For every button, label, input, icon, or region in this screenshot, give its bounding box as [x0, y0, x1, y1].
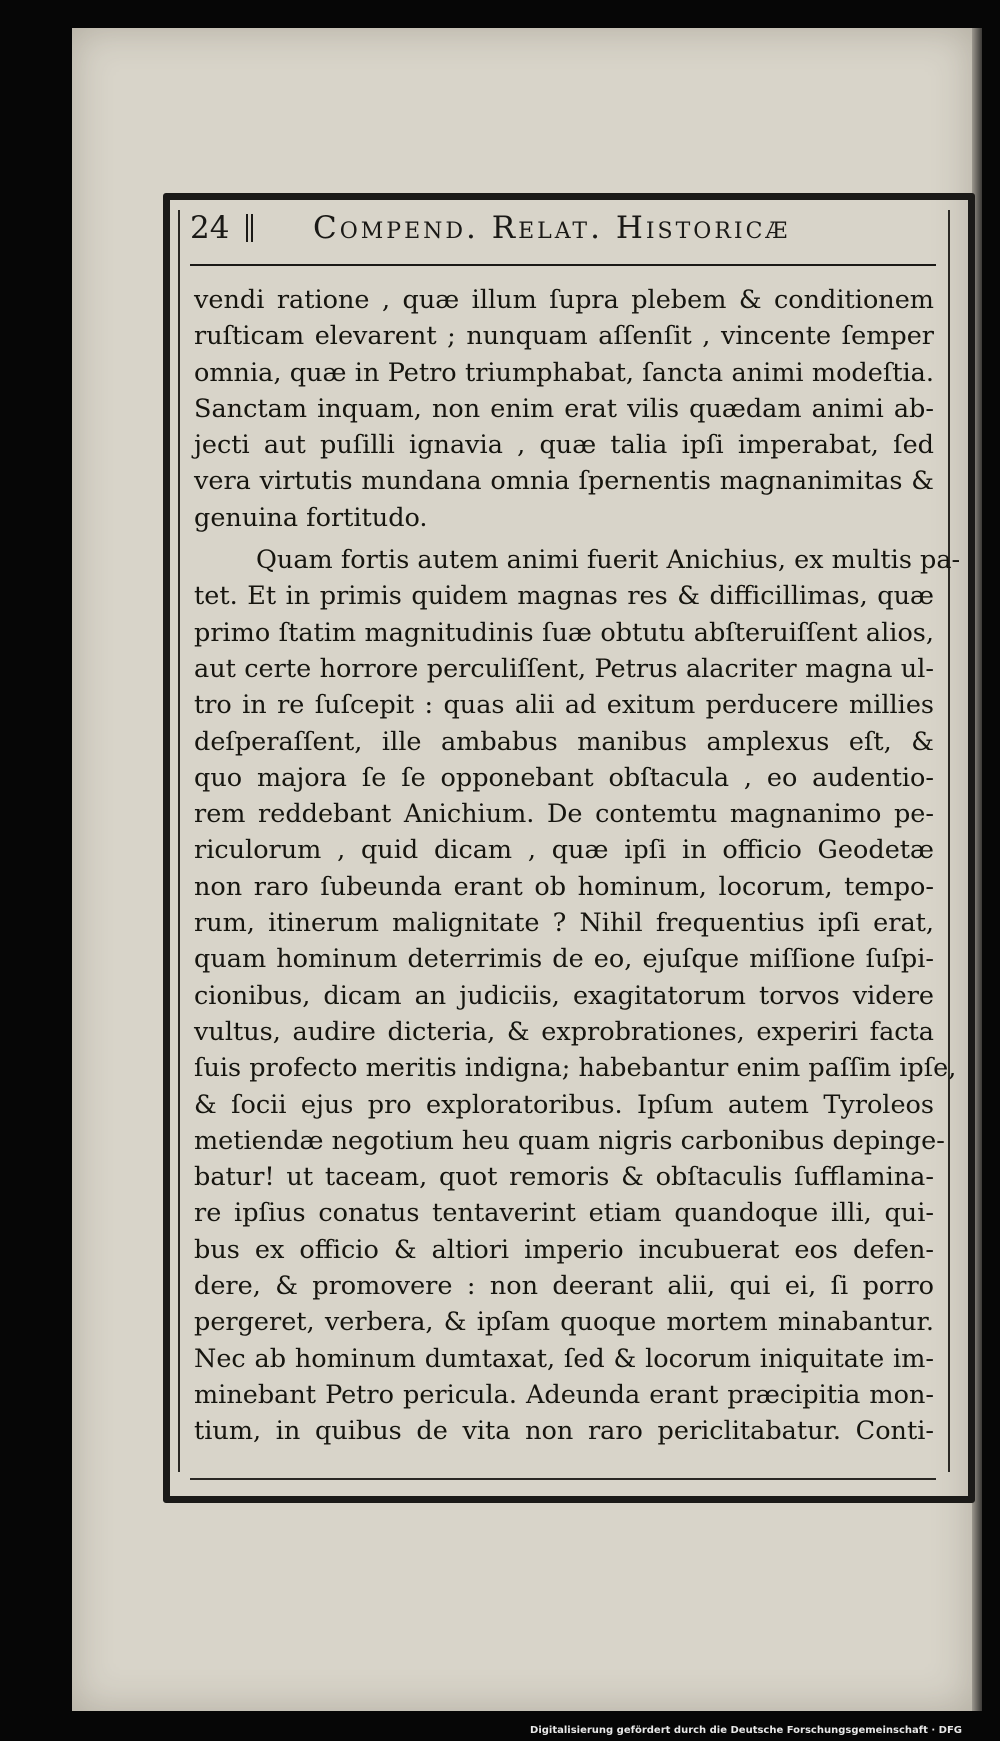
running-title: Compend. Relat. Historicæ — [313, 210, 791, 246]
text-line: vendi ratione , quæ illum ſupra plebem & conditionem — [194, 285, 934, 315]
text-line: tium, in quibus de vita non raro periclitabatur. Conti- — [194, 1416, 934, 1447]
text-line: jecti aut puſilli ignavia , quæ talia ipſi imperabat, ſed — [194, 430, 934, 461]
text-line: & ſocii ejus pro exploratoribus. Ipſum autem Tyroleos — [194, 1089, 934, 1120]
text-line: aut certe horrore perculiſſent, Petrus alacriter magna ul- — [194, 653, 934, 684]
text-line: genuina fortitudo. — [194, 502, 428, 533]
text-line: deſperaſſent, ille ambabus manibus amplexus eſt, & — [194, 726, 934, 757]
text-line: ſuis profecto meritis indigna; habebantur enim paſſim ipſe, — [194, 1053, 957, 1084]
page-number: 24 — [190, 210, 230, 246]
digitization-credit: Digitalisierung gefördert durch die Deutsche Forschungsgemeinschaft · DFG — [530, 1725, 962, 1736]
text-line: re ipſius conatus tentaverint etiam quandoque illi, qui- — [194, 1198, 934, 1229]
footer-rule — [190, 1478, 936, 1480]
text-line: batur! ut taceam, quot remoris & obſtaculis ſufflamina- — [194, 1162, 934, 1193]
running-header — [190, 210, 936, 260]
text-line: cionibus, dicam an judiciis, exagitatorum torvos videre — [194, 980, 934, 1011]
text-line: tet. Et in primis quidem magnas res & difficillimas, quæ — [194, 581, 934, 612]
text-line: rem reddebant Anichium. De contemtu magnanimo pe- — [194, 799, 934, 830]
text-line: minebant Petro pericula. Adeunda erant præcipitia mon- — [194, 1379, 934, 1410]
header-rule — [190, 264, 936, 266]
header-separator — [246, 214, 253, 242]
text-line: quam hominum deterrimis de eo, ejuſque miſſione ſuſpi- — [194, 944, 934, 975]
text-line: tro in re ſuſcepit : quas alii ad exitum perducere millies — [194, 690, 934, 721]
text-line: Nec ab hominum dumtaxat, ſed & locorum iniquitate im- — [194, 1343, 934, 1374]
text-line: omnia, quæ in Petro triumphabat, ſancta animi modeſtia. — [194, 357, 934, 388]
text-line: pergeret, verbera, & ipſam quoque mortem minabantur. — [194, 1307, 934, 1338]
text-line: quo majora ſe ſe opponebant obſtacula , eo audentio- — [194, 762, 934, 793]
text-line: dere, & promovere : non deerant alii, qui ei, ſi porro — [194, 1271, 934, 1302]
paragraph — [194, 282, 934, 536]
body-text — [194, 282, 961, 1450]
text-line: rum, itinerum malignitate ? Nihil frequentius ipſi erat, — [194, 908, 934, 939]
text-line: Sanctam inquam, non enim erat vilis quædam animi ab- — [194, 393, 934, 424]
text-line: metiendæ negotium heu quam nigris carbonibus depinge- — [194, 1125, 945, 1156]
text-line: Quam fortis autem animi fuerit Anichius, ex multis pa- — [256, 545, 961, 576]
text-line: riculorum , quid dicam , quæ ipſi in officio Geodetæ — [194, 835, 934, 866]
paragraph — [194, 542, 961, 1449]
text-line: non raro ſubeunda erant ob hominum, locorum, tempo- — [194, 871, 934, 902]
text-line: vultus, audire dicteria, & exprobrationes, experiri facta — [194, 1016, 934, 1047]
text-line: bus ex officio & altiori imperio incubuerat eos defen- — [194, 1234, 934, 1265]
text-line: primo ſtatim magnitudinis ſuæ obtutu abſteruiſſent alios, — [194, 617, 934, 648]
text-line: vera virtutis mundana omnia ſpernentis magnanimitas & — [194, 466, 934, 497]
text-line: ruſticam elevarent ; nunquam aſſenſit , vincente ſemper — [194, 321, 934, 352]
